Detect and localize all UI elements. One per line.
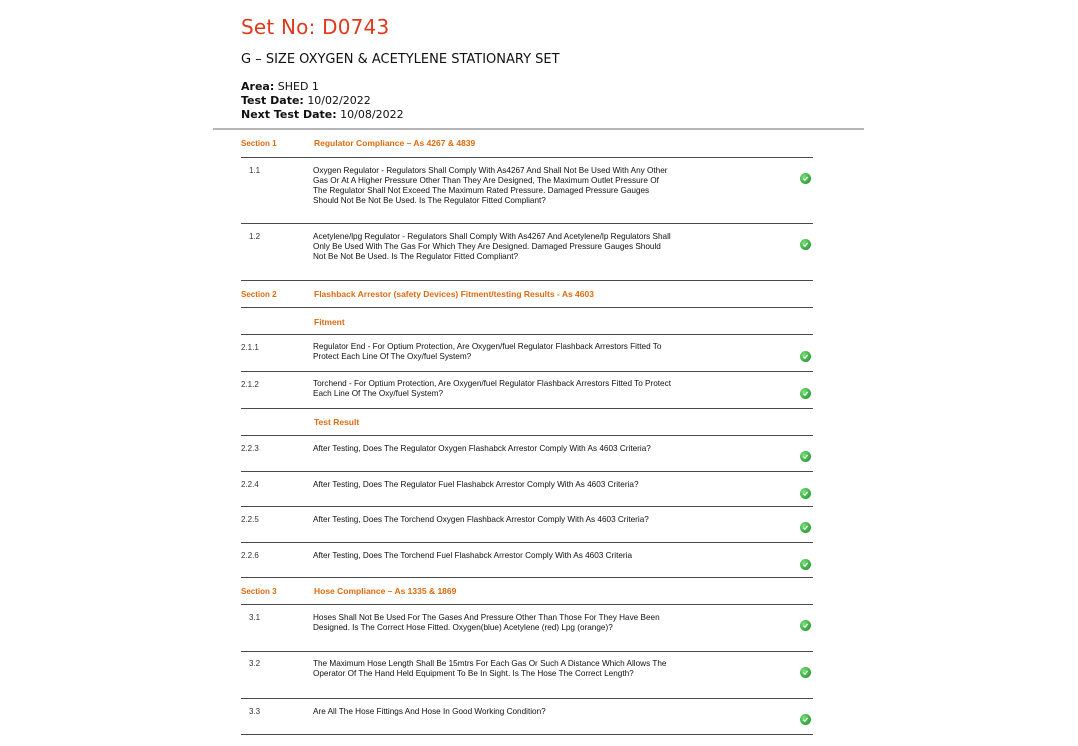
document-header	[241, 14, 560, 122]
subsection-row	[241, 308, 813, 335]
question-number: 2.2.4	[241, 480, 259, 489]
check-circle-icon	[800, 667, 811, 678]
question-text: After Testing, Does The Torchend Oxygen Flashback Arrestor Comply With As 4603 Criteria?	[313, 515, 649, 524]
check-circle-icon	[800, 522, 811, 533]
question-number: 2.1.2	[241, 380, 259, 389]
question-number: 2.2.6	[241, 551, 259, 560]
test-date-label: Test Date:	[241, 94, 304, 107]
check-circle-icon	[800, 239, 811, 250]
test-meta	[241, 80, 560, 122]
test-date-line	[241, 94, 560, 108]
table-row	[241, 543, 813, 578]
check-circle-icon	[800, 351, 811, 362]
question-number: 1.1	[249, 166, 261, 175]
question-text: Hoses Shall Not Be Used For The Gases And Pressure Other Than Those For They Have Been Designed. Is The Correct Hose Fitted. Oxygen(blue) Acetylene (red) Lpg (orange)?	[313, 613, 660, 632]
table-row	[241, 224, 813, 281]
test-date-value: 10/02/2022	[307, 94, 371, 107]
table-row	[241, 158, 813, 224]
check-circle-icon	[800, 388, 811, 399]
table-row	[241, 472, 813, 507]
table-row	[241, 699, 813, 735]
check-circle-icon	[800, 488, 811, 499]
table-row	[241, 652, 813, 699]
check-circle-icon	[800, 714, 811, 725]
table-row	[241, 335, 813, 372]
table-row	[241, 372, 813, 409]
question-text: Regulator End - For Optium Protection, Are Oxygen/fuel Regulator Flashback Arrestors Fitted To Protect Each Line Of The Oxy/fuel System?	[313, 342, 662, 361]
next-test-date-label: Next Test Date:	[241, 108, 337, 121]
question-number: 2.1.1	[241, 343, 259, 352]
question-number: 3.3	[249, 707, 261, 716]
section-row	[241, 130, 813, 158]
equipment-subtitle: G – SIZE OXYGEN & ACETYLENE STATIONARY SET	[241, 52, 560, 67]
check-circle-icon	[800, 451, 811, 462]
question-text: Oxygen Regulator - Regulators Shall Comply With As4267 And Shall Not Be Used With Any Other Gas Or At A Higher Pressure Other Than They Are Designed, The Maximum Outlet Pressure Of The Regulator Shall Not Exceed The Maximum Rated Pressure. Damaged Pressure Gauges Should Not Be Not Be Used. Is The Regulator Fitted Compliant?	[313, 166, 668, 205]
question-text: Acetylene/lpg Regulator - Regulators Shall Comply With As4267 And Acetylene/lp Regulators Shall Only Be Used With The Gas For Which They Are Designed. Damaged Pressure Gauges Should Not Be Not Be Used. Is The Regulator Fitted Compliant?	[313, 232, 671, 261]
area-line	[241, 80, 560, 94]
question-number: 3.1	[249, 613, 261, 622]
question-text: After Testing, Does The Torchend Fuel Flashabck Arrestor Comply With As 4603 Criteria	[313, 551, 632, 560]
subsection-title: Test Result	[314, 417, 360, 427]
question-text: Are All The Hose Fittings And Hose In Good Working Condition?	[313, 707, 546, 716]
next-test-date-line	[241, 108, 560, 122]
check-circle-icon	[800, 620, 811, 631]
question-number: 2.2.3	[241, 444, 259, 453]
section-title: Hose Compliance – As 1335 & 1869	[314, 586, 457, 596]
question-number: 1.2	[249, 232, 261, 241]
table-row	[241, 436, 813, 472]
subsection-row	[241, 409, 813, 436]
section-row	[241, 578, 813, 605]
question-number: 3.2	[249, 659, 261, 668]
section-label: Section 3	[241, 587, 277, 596]
question-text: After Testing, Does The Regulator Oxygen Flashabck Arrestor Comply With As 4603 Criteria?	[313, 444, 651, 453]
section-row	[241, 281, 813, 308]
section-title: Regulator Compliance – As 4267 & 4839	[314, 138, 476, 148]
set-number-title: Set No: D0743	[241, 15, 390, 39]
question-text: The Maximum Hose Length Shall Be 15mtrs For Each Gas Or Such A Distance Which Allows The Operator Of The Hand Held Equipment To Be In Sight. Is The Hose The Correct Length?	[313, 659, 667, 678]
section-title: Flashback Arrestor (safety Devices) Fitment/testing Results - As 4603	[314, 289, 594, 299]
question-text: After Testing, Does The Regulator Fuel Flashabck Arrestor Comply With As 4603 Criteria?	[313, 480, 639, 489]
area-value: SHED 1	[277, 80, 319, 93]
subsection-title: Fitment	[314, 317, 345, 327]
next-test-date-value: 10/08/2022	[340, 108, 404, 121]
check-circle-icon	[800, 173, 811, 184]
question-number: 2.2.5	[241, 515, 259, 524]
inspection-table	[241, 130, 813, 735]
question-text: Torchend - For Optium Protection, Are Oxygen/fuel Regulator Flashback Arrestors Fitted To Protect Each Line Of The Oxy/fuel System?	[313, 379, 671, 398]
table-row	[241, 507, 813, 543]
section-label: Section 1	[241, 139, 277, 148]
area-label: Area:	[241, 80, 275, 93]
check-circle-icon	[800, 559, 811, 570]
table-row	[241, 605, 813, 652]
section-label: Section 2	[241, 290, 277, 299]
